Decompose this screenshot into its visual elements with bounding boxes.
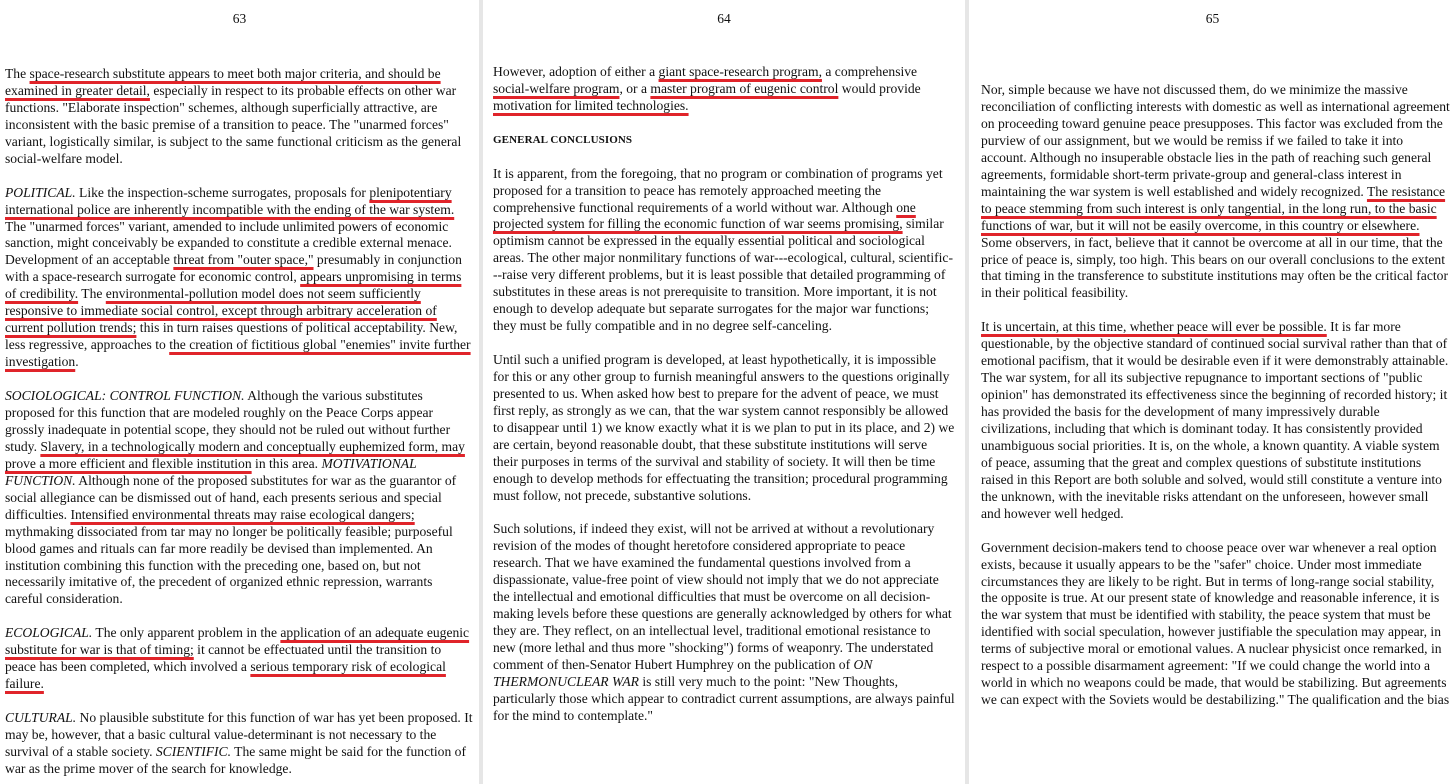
highlighted-text: Slavery, in a technologically modern and conceptually euphemized form, may prove a more efficient and flexible institution	[5, 438, 465, 471]
paragraph	[493, 521, 955, 724]
highlighted-text: space-research substitute appears to meet both major criteria, and should be examined in greater detail,	[5, 66, 441, 98]
body-text: would provide	[838, 80, 921, 96]
page-64	[483, 0, 965, 784]
body-text: especially in respect to its probable effects on other war functions. "Elaborate inspection" schemes, although superficially attractive, are inconsistent with the basic premise of a transition to peace. The "unarmed forces" variant, logistically similar, is subject to the same functional criticism as the general social-welfare model.	[5, 82, 462, 166]
highlighted-text: the creation of fictitious global "enemies" invite further investigation	[5, 337, 471, 370]
paragraph-sociological	[5, 388, 473, 608]
highlighted-text: application of an adequate eugenic substitute for war is that of timing;	[5, 625, 470, 658]
paragraph-ecological	[5, 625, 473, 693]
body-text: is still very much to the point: "New Thoughts, particularly those which appear to contradict current assumptions, are always painful for the mind to contemplate."	[493, 674, 955, 723]
highlighted-text: The resistance to peace stemming from such interest is only tangential, in the long run, to the basic functions of war, but it will not be easily overcome, in this country or elsewhere.	[981, 183, 1446, 233]
italic-text: SCIENTIFIC.	[155, 743, 232, 759]
paragraph	[5, 66, 473, 168]
highlighted-text: plenipotentiary international police are inherently incompatible with the ending of the war system.	[5, 184, 455, 217]
page-63	[0, 0, 479, 784]
italic-text: ON THERMONUCLEAR WAR	[493, 657, 873, 690]
italic-text: CULTURAL.	[5, 709, 77, 725]
body-text: mythmaking dissociated from tar may no longer be politically feasible; purposeful blood games and rituals can far more readily be devised than implemented. An institution combining this function with the preceding one, based on, but not necessarily imitative of, the precedent of organized ethnic repression, warrants careful consideration.	[5, 523, 453, 607]
italic-text: ECOLOGICAL.	[5, 625, 93, 641]
body-text: Nor, simple because we have not discussed them, do we minimize the massive reconciliation of conflicting interests with domestic as well as international agreement on proceeding toward genuine peace presupposes. This factor was excluded from the purview of our assignment, but we would be remiss if we failed to take it into account. Although no insuperable obstacle lies in the path of reaching such general agreements, formidable short-term private-group and general-class interest in maintaining the war system is well established and widely recognized.	[981, 82, 1450, 199]
paragraph-political	[5, 185, 473, 371]
highlighted-text: Intensified environmental threats may raise ecological dangers;	[70, 506, 415, 522]
paragraph	[493, 352, 955, 505]
body-text: Like the inspection-scheme surrogates, proposals for	[75, 184, 370, 200]
body-text: presumably in conjunction with a space-research surrogate for economic control,	[5, 252, 462, 285]
body-text: The	[5, 66, 30, 81]
highlighted-text: giant space-research program,	[658, 64, 822, 79]
body-text: Although none of the proposed substitutes for war as the guarantor of social allegiance can be dismissed out of hand, each presents serious and special difficulties.	[5, 472, 457, 522]
highlighted-text: master program of eugenic control	[650, 80, 839, 96]
paragraph-cultural	[5, 710, 473, 778]
body-text: The same might be said for the function of war as the prime mover of the search for knowledge.	[5, 743, 466, 776]
body-text: Such solutions, if indeed they exist, will not be arrived at without a revolutionary revision of the modes of thought heretofore considered appropriate to peace research. That we have examined the fundamental questions involved from a dispassionate, value-free point of view should not imply that we do not appreciate the intellectual and emotional difficulties that must be overcome on all decision-making levels before these questions are generally acknowledged by others for what they are. They reflect, on an intellectual level, traditional emotional resistance to new (more lethal and thus more "shocking") forms of weaponry. The understated comment of then-Senator Hubert Humphrey on the publication of	[493, 521, 952, 673]
body-text: this in turn raises questions of political acceptability. New, less regressive, approaches to	[5, 320, 458, 353]
body-text: a comprehensive	[821, 64, 918, 79]
section-heading: GENERAL CONCLUSIONS	[493, 133, 633, 146]
highlighted-text: social-welfare program	[493, 80, 620, 96]
body-text: It is far more questionable, by the objective standard of continued social survival rather than that of emotional pacifism, that it would be desirable even if it were demonstrably attainable. The war system, for all its subjective repugnance to important sections of "public opinion" has demonstrated its effectiveness since the beginning of recorded history; it has provided the basis for the development of many impressively durable civilizations, including that which is dominant today. It has consistently provided unambiguous social priorities. It is, on the whole, a known quantity. A viable system of peace, assuming that the great and complex questions of substitute institutions raised in this Report are both soluble and solved, would still constitute a venture into the unknown, with the inevitable risks attendant on the unforeseen, however small and however well hedged.	[981, 319, 1449, 521]
body-text: it cannot be effectuated until the transition to peace has been completed, which involved a	[5, 642, 442, 675]
body-text: .	[75, 354, 79, 370]
body-text: Until such a unified program is developed, at least hypothetically, it is impossible for this or any other group to furnish meaningful answers to the questions originally presented to us. When asked how best to prepare for the advent of peace, we must first reply, as strongly as we can, that the war system cannot responsibly be allowed to disappear until 1) we know exactly what it is we plan to put in its place, and 2) we are certain, beyond reasonable doubt, that these substitute institutions will serve their purposes in terms of the survival and stability of society. It will then be time enough to develop methods for effectuating the transition; procedural programming must follow, not precede, substantive solutions.	[493, 352, 955, 503]
body-text: The only apparent problem in the	[92, 625, 281, 641]
page-65	[969, 0, 1456, 784]
page-body	[5, 66, 473, 784]
italic-text: POLITICAL.	[5, 184, 76, 200]
highlighted-text: environmental-pollution model does not seem sufficiently responsive to immediate social control, except through arbitrary acceleration of current pollution trends;	[5, 286, 437, 336]
body-text: similar optimism cannot be expressed in the equally essential political and sociological areas. The other major nonmilitary functions of war---ecological, cultural, scientific---raise very different problems, but it is least possible that detailed programming of substitutes in these areas is not prerequisite to transition. More important, it is not enough to develop adequate but separate surrogates for the major war functions; they must be fully compatible and in no degree self-canceling.	[493, 216, 953, 334]
paragraph	[981, 319, 1451, 522]
body-text: However, adoption of either a	[493, 64, 659, 79]
highlighted-text: serious temporary risk of ecological failure.	[5, 659, 446, 692]
italic-text: SOCIOLOGICAL: CONTROL FUNCTION.	[5, 387, 245, 403]
body-text: The	[78, 286, 106, 302]
paragraph	[493, 166, 955, 336]
italic-text: MOTIVATIONAL FUNCTION.	[5, 455, 417, 488]
paragraph	[981, 540, 1451, 710]
page-body	[493, 64, 955, 742]
paragraph	[981, 82, 1451, 302]
body-text: , or a	[619, 80, 651, 96]
highlighted-text: appears unpromising in terms of credibility.	[5, 269, 462, 302]
highlighted-text: one projected system for filling the economic function of war seems promising,	[493, 199, 916, 232]
highlighted-text: It is uncertain, at this time, whether peace will ever be possible.	[981, 319, 1327, 335]
body-text: Although the various substitutes proposed for this function that are modeled roughly on the Peace Corps appear grossly inadequate in potential scope, they should not be ruled out without further study.	[5, 387, 451, 454]
highlighted-text: threat from "outer space,"	[173, 252, 314, 268]
page-number: 65	[1205, 11, 1220, 26]
body-text: in this area.	[251, 455, 322, 471]
highlighted-text: motivation for limited technologies.	[493, 97, 689, 113]
page-number: 63	[232, 11, 247, 26]
body-text: Government decision-makers tend to choose peace over war whenever a real option exists, because it usually appears to be the "safer" choice. Under most immediate circumstances they are likely to be right. But in terms of long-range social stability, the opposite is true. At our present state of knowledge and reasonable inference, it is the war system that must be identified with stability, the peace system that must be identified with social speculation, however justifiable the speculation may appear, in terms of subjective moral or emotional values. A nuclear physicist once remarked, in respect to a possible disarmament agreement: "If we could change the world into a world in which no weapons could be made, that would be stabilizing. But agreements we can expect with the Soviets would be destabilizing." The qualification and the bias	[981, 539, 1450, 708]
body-text: No plausible substitute for this function of war has yet been proposed. It may be, however, that a basic cultural value-determinant is not necessary to the survival of a stable society.	[5, 709, 473, 759]
page-body	[981, 82, 1451, 726]
body-text: The "unarmed forces" variant, amended to include unlimited powers of economic sanction, might conceivably be expanded to constitute a credible external menace. Development of an acceptable	[5, 218, 452, 268]
paragraph-intro	[493, 64, 955, 115]
page-number: 64	[717, 11, 731, 26]
body-text: Some observers, in fact, believe that it cannot be overcome at all in our time, that the price of peace is, simply, too high. This bears on our overall conclusions to the extent that timing in the transference to substitute institutions may often be the critical factor in their political feasibility.	[981, 234, 1448, 301]
body-text: It is apparent, from the foregoing, that no program or combination of programs yet proposed for a transition to peace has remotely approached meeting the comprehensive functional requirements of a world without war. Although	[493, 165, 943, 215]
